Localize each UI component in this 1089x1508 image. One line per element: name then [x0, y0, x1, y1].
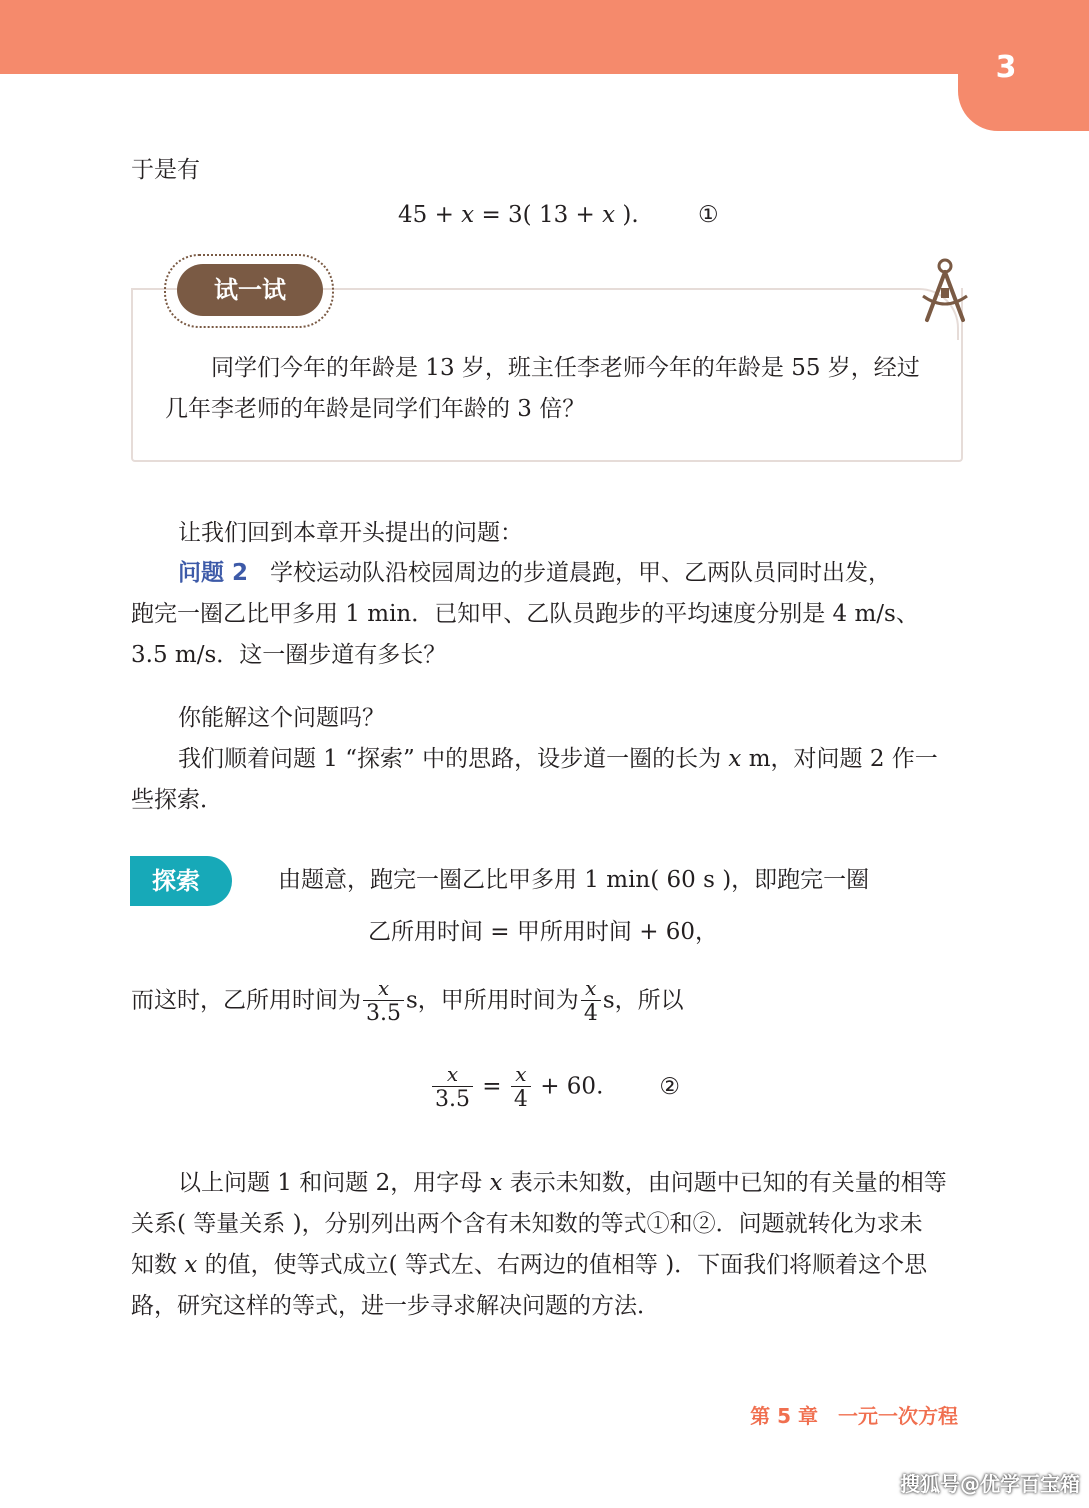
follow-text: 我们顺着问题 1 “探索” 中的思路，设步道一圈的长为 — [178, 746, 729, 772]
eq1-var: x — [461, 202, 475, 228]
frac-num: x — [515, 1062, 527, 1086]
frac-den: 4 — [581, 1000, 601, 1027]
problem2-text: 学校运动队沿校园周边的步道晨跑，甲、乙两队员同时出发， — [270, 560, 892, 586]
follow-text: m，对问题 2 作一 — [741, 746, 938, 772]
fraction — [511, 1062, 531, 1113]
page-number: 3 — [995, 50, 1017, 85]
compass-icon — [917, 256, 973, 324]
summary-line1 — [178, 1163, 947, 1203]
watermark: 搜狐号@优学百宝箱 — [900, 1472, 1080, 1496]
back-text: 让我们回到本章开头提出的问题： — [178, 520, 523, 546]
try-text-line2: 几年李老师的年龄是同学们年龄的 3 倍？ — [165, 396, 586, 422]
when-text: s，甲所用时间为 — [406, 987, 579, 1014]
summary-text: 知数 — [131, 1252, 185, 1278]
explore-when-line — [131, 976, 684, 1027]
header-band — [0, 0, 1089, 74]
try-text-line1: 同学们今年的年龄是 13 岁，班主任李老师今年的年龄是 55 岁，经过 — [211, 355, 920, 381]
explore-line1: 由题意，跑完一圈乙比甲多用 1 min( 60 s )，即跑完一圈 — [278, 867, 870, 893]
frac-num: x — [446, 1062, 459, 1086]
eq2-mark: ② — [659, 1073, 681, 1100]
equation-2 — [430, 1062, 680, 1113]
summary-text: 的值，使等式成立( 等式左、右两边的值相等 )．下面我们将顺着这个思 — [197, 1252, 928, 1278]
fraction — [432, 1062, 473, 1113]
fraction — [363, 976, 404, 1027]
intro-text: 于是有 — [131, 157, 200, 183]
fraction — [581, 976, 601, 1027]
eq2-sign: = — [475, 1073, 509, 1100]
problem2-line2: 跑完一圈乙比甲多用 1 min．已知甲、乙队员跑步的平均速度分别是 4 m/s、 — [131, 601, 919, 627]
summary-var: x — [489, 1170, 503, 1196]
summary-text: 以上问题 1 和问题 2，用字母 — [178, 1170, 490, 1196]
frac-num: x — [585, 976, 597, 1000]
eq1-mid: = 3( 13 + — [474, 202, 603, 228]
problem2-label: 问题 2 — [178, 560, 249, 586]
summary-var: x — [184, 1252, 198, 1278]
follow-var: x — [728, 746, 742, 772]
eq2-tail: + 60. — [532, 1073, 604, 1100]
frac-den: 4 — [511, 1086, 531, 1113]
follow-line2: 些探索． — [131, 787, 223, 813]
eq1-end: ). — [615, 202, 639, 228]
problem2-line3: 3.5 m/s．这一圈步道有多长？ — [131, 642, 447, 668]
explore-equation: 乙所用时间 = 甲所用时间 + 60， — [368, 919, 719, 945]
when-text: 而这时，乙所用时间为 — [131, 987, 361, 1014]
summary-line2: 关系( 等量关系 )，分别列出两个含有未知数的等式①和②．问题就转化为求未 — [131, 1211, 923, 1237]
when-text: s，所以 — [602, 987, 684, 1014]
explore-badge: 探索 — [130, 856, 232, 906]
summary-line3 — [131, 1245, 927, 1285]
equation-1 — [398, 202, 719, 228]
eq1-mark: ① — [698, 202, 719, 228]
summary-line4: 路，研究这样的等式，进一步寻求解决问题的方法． — [131, 1293, 660, 1319]
frac-num: x — [377, 976, 390, 1000]
frac-den: 3.5 — [432, 1086, 473, 1113]
summary-text: 表示未知数，由问题中已知的有关量的相等 — [502, 1170, 947, 1196]
problem2-line1 — [178, 553, 891, 593]
eq1-lhs: 45 + — [398, 202, 462, 228]
ask-text: 你能解这个问题吗？ — [178, 705, 385, 731]
try-badge: 试一试 — [177, 264, 323, 316]
eq1-var: x — [602, 202, 616, 228]
frac-den: 3.5 — [363, 1000, 404, 1027]
follow-line1 — [178, 739, 938, 779]
chapter-footer: 第 5 章 一元一次方程 — [750, 1404, 958, 1428]
